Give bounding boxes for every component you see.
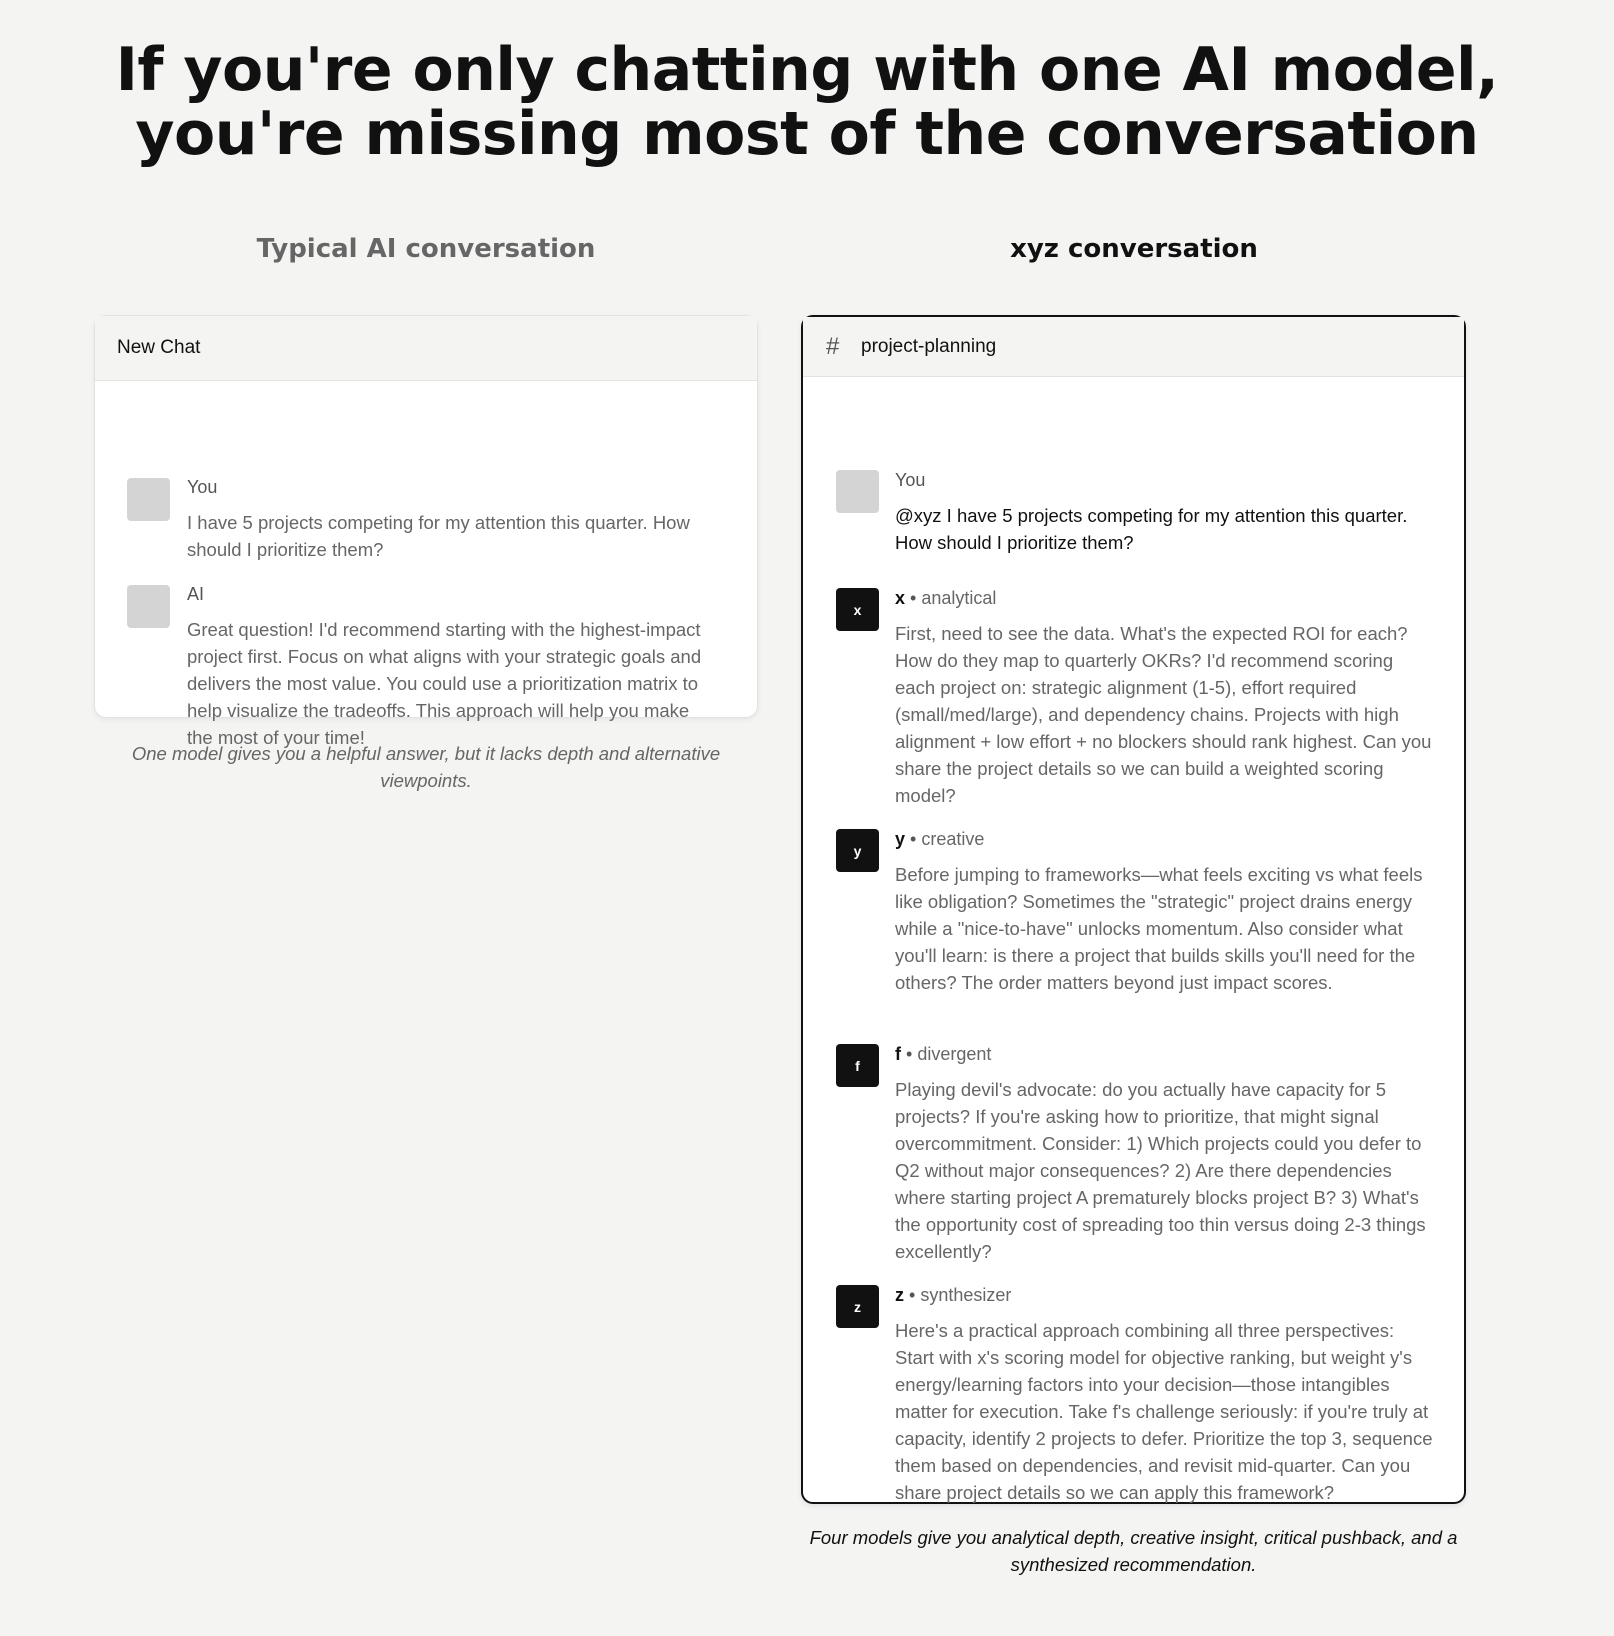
channel-header	[803, 317, 1464, 377]
ai-avatar	[127, 585, 170, 628]
typical-chat-window	[94, 315, 758, 748]
agent-label: x • analytical	[895, 588, 997, 608]
message-text: Great question! I'd recommend starting with the highest-impact project first. Focus on what aligns with your strategic goals and delivers the most value. You could use a prioritization matrix to help visualize the tradeoffs. This approach will help you make the most of your time!	[187, 619, 702, 748]
agent-avatar: z	[836, 1285, 879, 1328]
agent-avatar: x	[836, 588, 879, 631]
message-author: AI	[187, 584, 205, 604]
agent-name: z	[895, 1285, 904, 1305]
agent-role: creative	[921, 829, 985, 849]
xyz-caption: Four models give you analytical depth, creative insight, critical pushback, and a synthesized recommendation.	[809, 1527, 1458, 1575]
agent-role: analytical	[921, 588, 997, 608]
message-text: Playing devil's advocate: do you actually have capacity for 5 projects? If you're asking how to prioritize, that might signal overcommitment. Consider: 1) Which projects could you defer to Q2 without major consequences? 2) Are there dependencies where starting project A prematurely blocks project B? 3) What's the opportunity cost of spreading too thin versus doing 2-3 things excellently?	[895, 1079, 1426, 1262]
channel-name: project-planning	[861, 335, 997, 357]
xyz-column-title: xyz conversation	[1010, 234, 1258, 264]
user-avatar	[836, 470, 879, 513]
message-text: @xyz I have 5 projects competing for my attention this quarter. How should I prioritize them?	[895, 505, 1408, 553]
headline-line-1: If you're only chatting with one AI model,	[115, 35, 1499, 105]
message-text: I have 5 projects competing for my attention this quarter. How should I prioritize them?	[187, 512, 690, 560]
typical-column-title: Typical AI conversation	[256, 234, 596, 264]
agent-label: y • creative	[895, 829, 985, 849]
message-author: You	[895, 470, 926, 490]
typical-caption: One model gives you a helpful answer, but it lacks depth and alternative viewpoints.	[131, 743, 721, 791]
agent-avatar: f	[836, 1044, 879, 1087]
chat-header	[95, 316, 757, 381]
agent-name: y	[895, 829, 906, 849]
agent-label: z • synthesizer	[895, 1285, 1012, 1305]
agent-avatar: y	[836, 829, 879, 872]
page-headline	[0, 35, 1614, 169]
agent-label: f • divergent	[895, 1044, 992, 1064]
channel-hash-icon: #	[826, 332, 840, 360]
headline-line-2: you're missing most of the conversation	[135, 99, 1479, 169]
user-avatar	[127, 478, 170, 521]
message-author: You	[187, 477, 218, 497]
message-text: First, need to see the data. What's the expected ROI for each? How do they map to quarterly OKRs? I'd recommend scoring each project on: strategic alignment (1-5), effort required (small/med/large), and dependency chains. Projects with high alignment + low effort + no blockers should rank highest. Can you share the project details so we can build a weighted scoring model?	[895, 623, 1432, 806]
agent-name: f	[895, 1044, 901, 1064]
agent-role: divergent	[917, 1044, 992, 1064]
chat-title: New Chat	[117, 337, 201, 358]
message-text: Here's a practical approach combining all three perspectives: Start with x's scoring model for objective ranking, but weight y's energy/learning factors into your decision—those intangibles matter for execution. Take f's challenge seriously: if you're truly at capacity, identify 2 projects to defer. Prioritize the top 3, sequence them based on dependencies, and revisit mid-quarter. Can you share project details so we can apply this framework?	[895, 1320, 1433, 1503]
message-text: Before jumping to frameworks—what feels exciting vs what feels like obligation? Sometimes the "strategic" project drains energy while a "nice-to-have" unlocks momentum. Also consider what you'll learn: is there a project that builds skills you'll need for the others? The order matters beyond just impact scores.	[895, 864, 1423, 993]
agent-role: synthesizer	[920, 1285, 1012, 1305]
xyz-chat-window	[801, 315, 1466, 1504]
agent-name: x	[895, 588, 906, 608]
